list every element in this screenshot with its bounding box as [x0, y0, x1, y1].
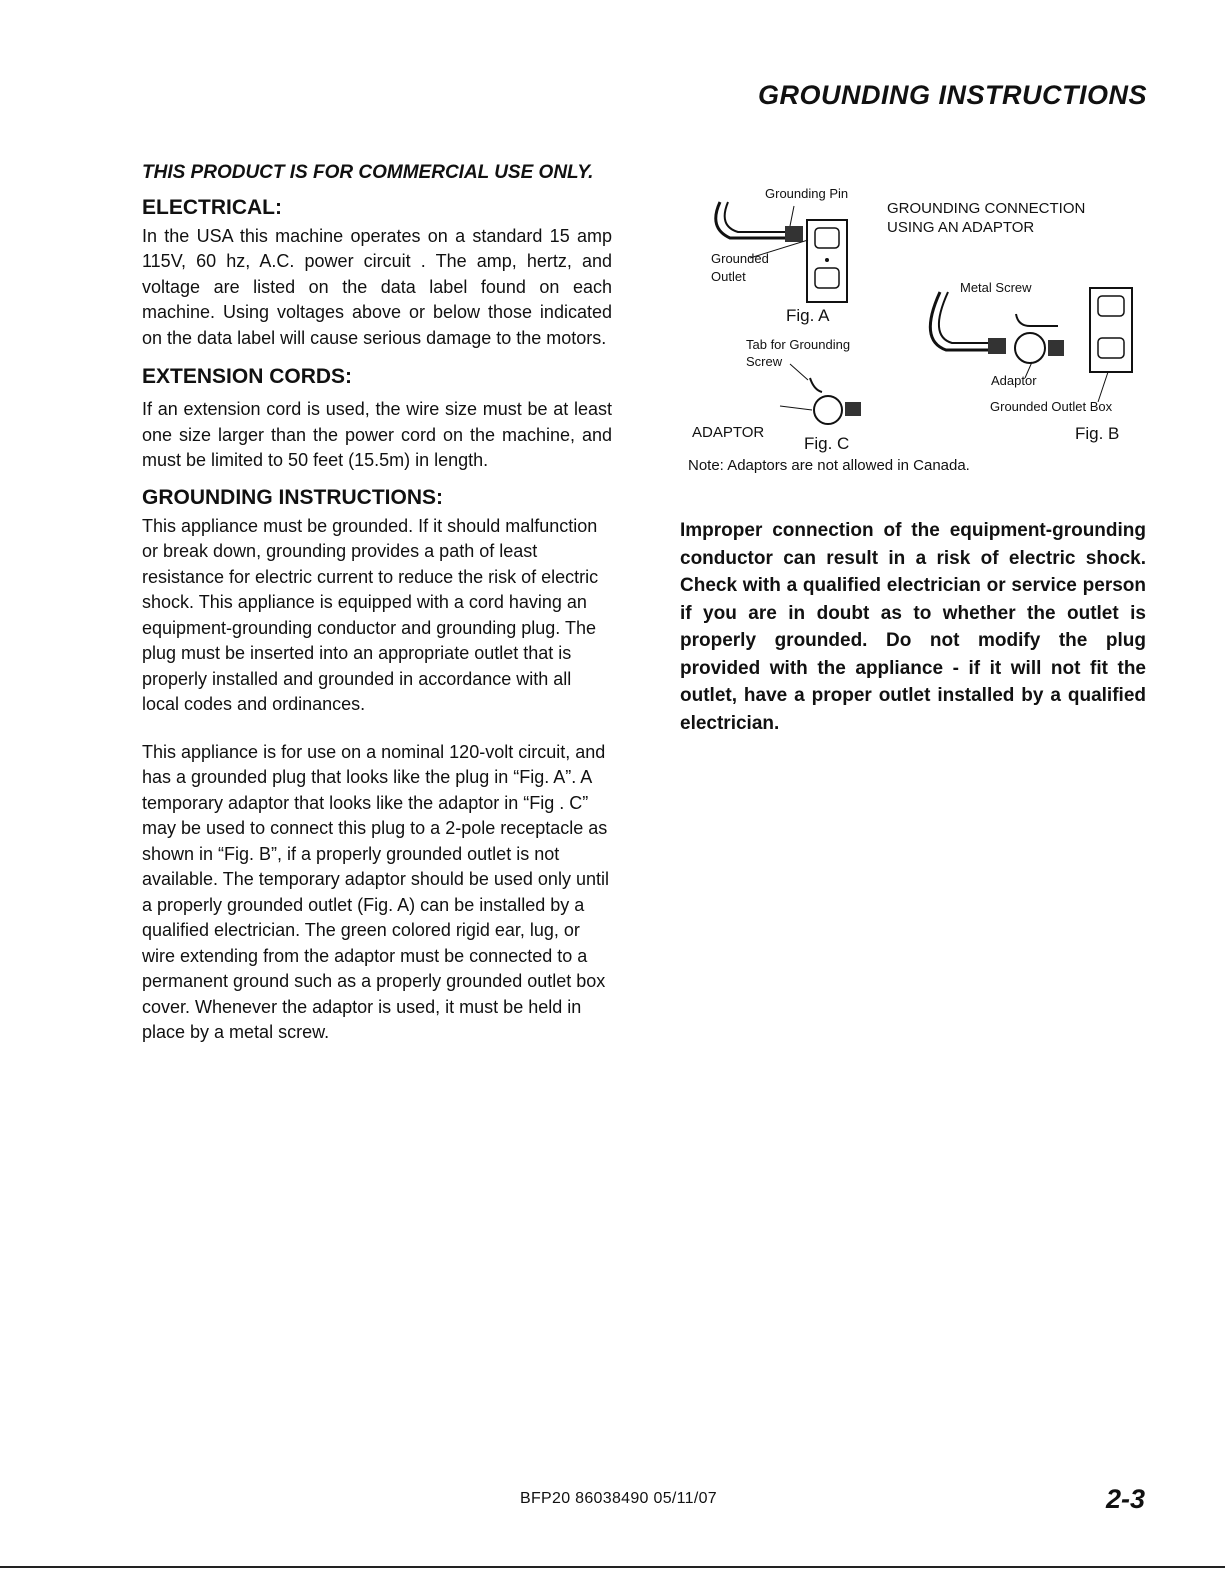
commercial-use-notice: THIS PRODUCT IS FOR COMMERCIAL USE ONLY. — [142, 162, 594, 183]
electrical-text: In the USA this machine operates on a standard 15 amp 115V, 60 hz, A.C. power circuit . The amp, hertz, and voltage are listed on the data label found on each machine. Using voltages above or below those indicated on the data label will cause serious damage to the motors. — [142, 225, 612, 348]
page-title: GROUNDING INSTRUCTIONS — [758, 80, 1147, 110]
grounding-text-2: This appliance is for use on a nominal 120-volt circuit, and has a grounded plug that looks like the plug in “Fig. A”. A temporary adaptor that looks like the adaptor in “Fig . C” may be used to connect this plug to a 2-pole receptacle as shown in “Fig. B”, if a properly grounded outlet is not available. The temporary adaptor should be used only until a properly grounded outlet (Fig. A) can be installed by a qualified electrician. The green colored rigid ear, lug, or wire extending from the adaptor must be connected to a permanent ground such as a properly grounded outlet box cover. Whenever the adaptor is used, it must be held in place by a metal screw. — [142, 741, 609, 1043]
document-code: BFP20 86038490 05/11/07 — [520, 1490, 717, 1507]
extension-cords-text: If an extension cord is used, the wire size must be at least one size larger than the power cord on the machine, and must be limited to 50 feet (15.5m) in length. — [142, 399, 612, 471]
page-number: 2-3 — [1105, 1484, 1145, 1514]
grounding-text-1: This appliance must be grounded. If it should malfunction or break down, grounding provides a path of least resistance for electric current to reduce the risk of electric shock. This appliance is equipped with a cord having an equipment-grounding conductor and grounding plug. The plug must be inserted into an appropriate outlet that is properly installed and grounded in accordance with all local codes and ordinances. — [142, 515, 599, 715]
connection-label-2: USING AN ADAPTOR — [887, 219, 1035, 236]
connection-label-1: GROUNDING CONNECTION — [887, 200, 1086, 217]
receptacle-b1 — [1098, 296, 1124, 316]
plate-screw-a — [825, 258, 829, 262]
grounded-outlet-label-2: Outlet — [711, 269, 746, 284]
pin-pointer — [790, 206, 794, 226]
receptacle-a1 — [815, 228, 839, 248]
grounding-heading: GROUNDING INSTRUCTIONS: — [142, 485, 443, 509]
plug-a — [785, 226, 803, 242]
adaptor-pointer — [780, 406, 812, 410]
adaptor-label: ADAPTOR — [692, 424, 765, 441]
adaptor-c-body — [814, 396, 842, 424]
extension-cords-heading: EXTENSION CORDS: — [142, 365, 353, 389]
metal-screw-label: Metal Screw — [960, 280, 1032, 295]
bottom-rule — [0, 1566, 1225, 1568]
tab-pointer — [790, 364, 808, 380]
electrical-heading: ELECTRICAL: — [142, 195, 282, 219]
tab-label-2: Screw — [746, 354, 783, 369]
plug-b — [988, 338, 1006, 354]
fig-c-label: Fig. C — [804, 434, 850, 453]
cord-line-b2 — [939, 292, 990, 343]
ground-tab — [810, 378, 822, 392]
receptacle-b2 — [1098, 338, 1124, 358]
fig-a-label: Fig. A — [786, 306, 830, 325]
ground-lug-b — [1016, 314, 1058, 326]
canada-note: Note: Adaptors are not allowed in Canada. — [688, 457, 970, 474]
tab-label-1: Tab for Grounding — [746, 337, 851, 352]
grounded-outlet-box-label: Grounded Outlet Box — [990, 399, 1113, 414]
shock-warning: Improper connection of the equipment-grounding conductor can result in a risk of electric shock. Check with a qualified electrician or service person if you are in doubt as to whether the outlet is properly grounded. Do not modify the plug provided with the appliance - if it will not fit the outlet, have a proper outlet installed by a qualified electrician. — [680, 520, 1146, 734]
grounded-outlet-label-1: Grounded — [711, 251, 769, 266]
grounding-pin-label: Grounding Pin — [765, 186, 849, 201]
left-column — [142, 162, 612, 1046]
box-pointer — [1098, 372, 1108, 402]
adaptor-b — [1015, 333, 1045, 363]
adaptor-b-prongs — [1048, 340, 1064, 356]
fig-b-label: Fig. B — [1075, 424, 1120, 443]
receptacle-a2 — [815, 268, 839, 288]
adaptor-c-prongs — [845, 402, 861, 416]
adaptor-figure — [690, 180, 1160, 480]
adaptor-small-label: Adaptor — [991, 373, 1037, 388]
cord-line-a2 — [725, 202, 785, 232]
outlet-box-b — [1090, 288, 1132, 372]
